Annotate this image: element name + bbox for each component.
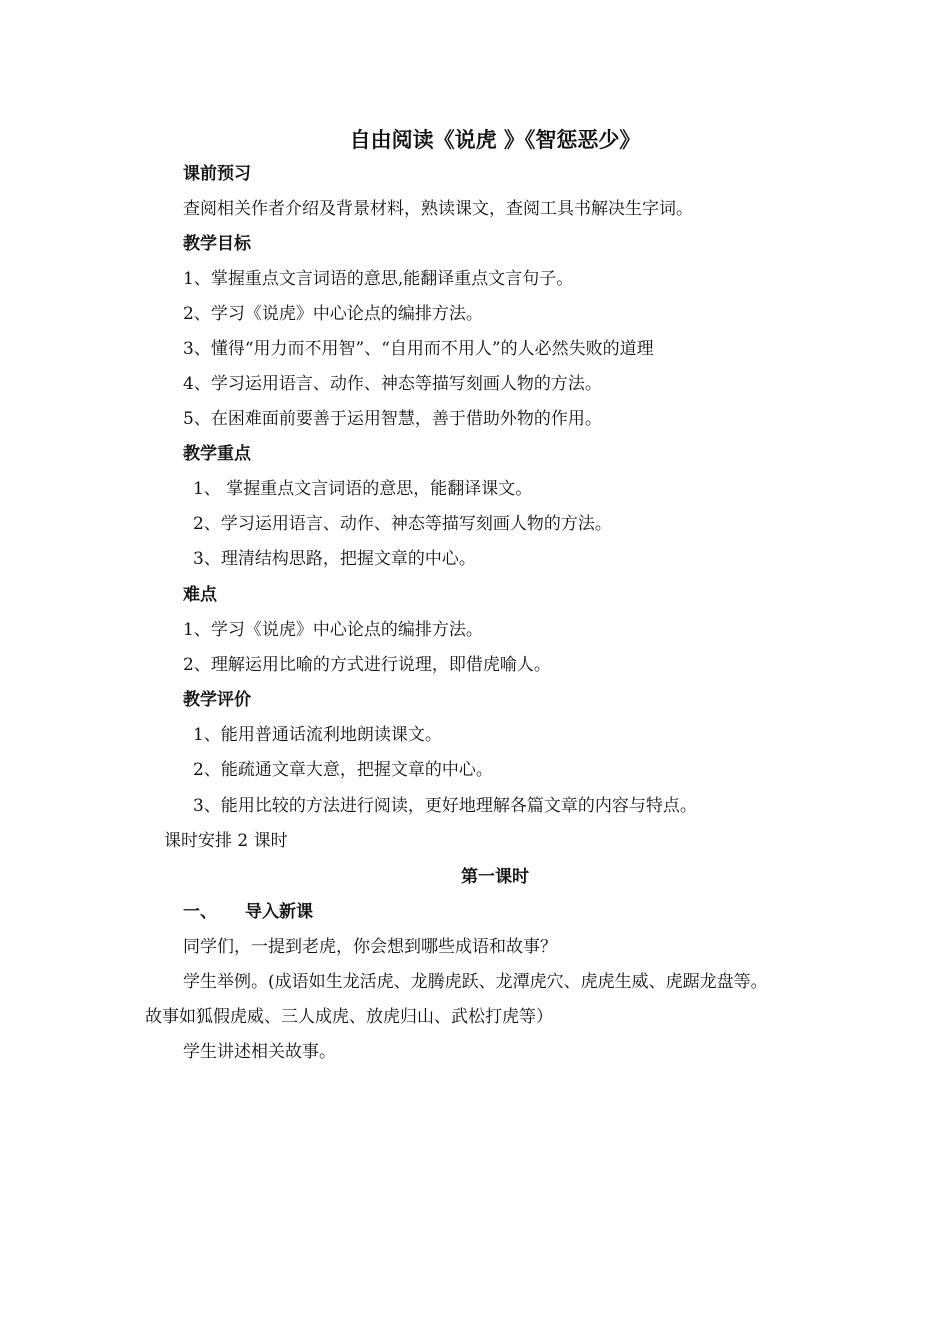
section-number: 一、 xyxy=(183,902,217,922)
evaluation-heading: 教学评价 xyxy=(183,690,251,710)
goal-item-4: 4、学习运用语言、动作、神态等描写刻画人物的方法。 xyxy=(183,374,602,394)
key-points-heading: 教学重点 xyxy=(183,444,251,464)
preview-text: 查阅相关作者介绍及背景材料，熟读课文，查阅工具书解决生字词。 xyxy=(183,199,693,219)
lesson1-paragraph-2-line-1: 学生举例。(成语如生龙活虎、龙腾虎跃、龙潭虎穴、虎虎生威、虎踞龙盘等。 xyxy=(183,972,768,992)
lesson1-paragraph-1: 同学们，一提到老虎，你会想到哪些成语和故事？ xyxy=(183,937,557,957)
evaluation-item-3: 3、能用比较的方法进行阅读，更好地理解各篇文章的内容与特点。 xyxy=(193,796,697,816)
key-point-item-3: 3、理清结构思路，把握文章的中心。 xyxy=(193,549,476,569)
section-title: 导入新课 xyxy=(245,902,313,922)
lesson1-paragraph-3: 学生讲述相关故事。 xyxy=(183,1042,336,1062)
goal-item-1: 1、掌握重点文言词语的意思,能翻译重点文言句子。 xyxy=(183,269,574,289)
key-point-item-1: 1、 掌握重点文言词语的意思，能翻译课文。 xyxy=(193,479,533,499)
difficulties-heading: 难点 xyxy=(183,585,217,605)
goals-heading: 教学目标 xyxy=(183,234,251,254)
key-point-item-2: 2、学习运用语言、动作、神态等描写刻画人物的方法。 xyxy=(193,514,612,534)
evaluation-item-2: 2、能疏通文章大意，把握文章的中心。 xyxy=(193,760,493,780)
document-title: 自由阅读《说虎 》《智惩恶少》 xyxy=(349,127,641,152)
schedule-text: 课时安排 2 课时 xyxy=(164,831,288,851)
evaluation-item-1: 1、能用普通话流利地朗读课文。 xyxy=(193,725,442,745)
lesson1-paragraph-2-line-2: 故事如狐假虎威、三人成虎、放虎归山、武松打虎等） xyxy=(145,1007,553,1027)
difficulty-item-1: 1、学习《说虎》中心论点的编排方法。 xyxy=(183,620,483,640)
lesson1-heading: 第一课时 xyxy=(461,867,529,887)
preview-heading: 课前预习 xyxy=(183,164,251,184)
difficulty-item-2: 2、理解运用比喻的方式进行说理，即借虎喻人。 xyxy=(183,655,551,675)
goal-item-2: 2、学习《说虎》中心论点的编排方法。 xyxy=(183,304,483,324)
goal-item-5: 5、在困难面前要善于运用智慧，善于借助外物的作用。 xyxy=(183,409,602,429)
goal-item-3: 3、懂得“用力而不用智”、“自用而不用人”的人必然失败的道理 xyxy=(183,339,654,359)
